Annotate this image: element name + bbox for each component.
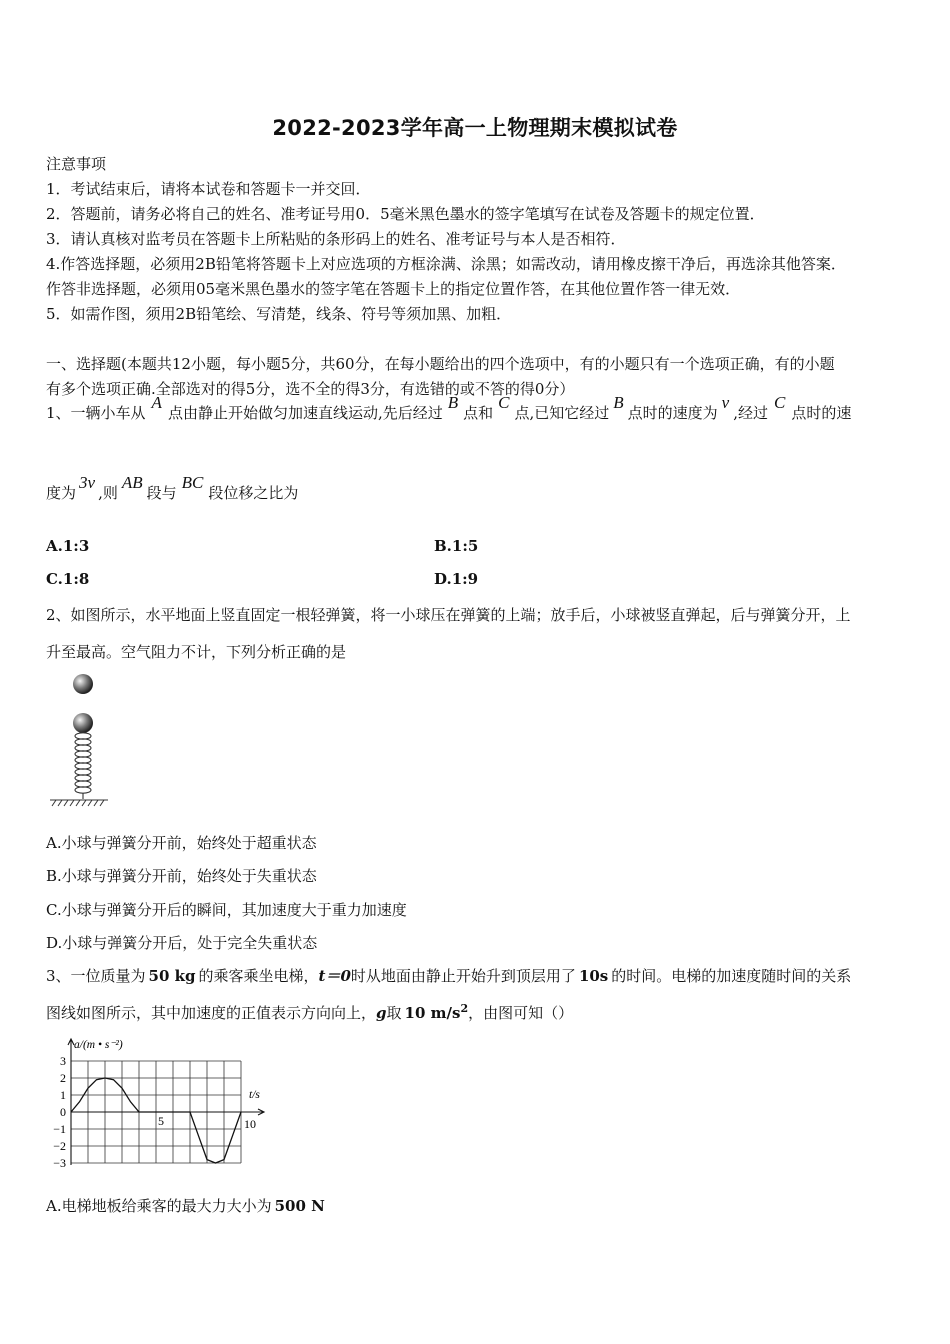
option-a: A.1:3 <box>46 537 90 555</box>
q2-option-d: D.小球与弹簧分开后，处于完全失重状态 <box>46 934 318 952</box>
spring-icon <box>75 733 91 799</box>
y-tick-label: −2 <box>53 1139 66 1153</box>
option-d: D.1:9 <box>434 570 479 588</box>
question-2-line-1: 2、如图所示，水平地面上竖直固定一根轻弹簧，将一小球压在弹簧的上端；放手后，小球被竖直弹起，后与弹簧分开，上 <box>46 606 851 624</box>
option-c: C.1:8 <box>46 570 90 588</box>
y-tick-label: −3 <box>53 1156 66 1170</box>
y-tick-label: 2 <box>60 1071 66 1085</box>
ball-on-spring-icon <box>73 713 93 733</box>
q3-option-a: A.电梯地板给乘客的最大力大小为 500 N <box>46 1197 325 1215</box>
notice-item: 2．答题前，请务必将自己的姓名、准考证号用0．5毫米黑色墨水的签字笔填写在试卷及答题卡的规定位置． <box>46 205 765 223</box>
q2-option-c: C.小球与弹簧分开后的瞬间，其加速度大于重力加速度 <box>46 901 407 919</box>
point-a: A <box>151 393 162 412</box>
y-tick-label: 1 <box>60 1088 66 1102</box>
acceleration-time-chart <box>44 1034 274 1174</box>
y-tick-labels <box>53 1054 66 1170</box>
section-heading-line: 有多个选项正确.全部选对的得5分，选不全的得3分，有选错的或不答的得0分） <box>46 380 575 398</box>
x-tick-label: 5 <box>158 1114 164 1128</box>
x-tick-label: 10 <box>244 1117 256 1131</box>
question-1-line-1: 1、一辆小车从A点由静止开始做匀加速直线运动,先后经过B点和C点,已知它经过B点时的速度为v,经过C点时的速 <box>46 393 852 422</box>
y-tick-label: 0 <box>60 1105 66 1119</box>
question-3-line-1: 3、一位质量为 50 kg 的乘客乘坐电梯，t＝0时从地面由静止开始升到顶层用了 10s 的时间。电梯的加速度随时间的关系 <box>46 967 852 985</box>
y-tick-label: −1 <box>53 1122 66 1136</box>
option-b: B.1:5 <box>434 537 479 555</box>
page-title: 2022-2023学年高一上物理期末模拟试卷 <box>272 116 678 140</box>
q2-option-a: A.小球与弹簧分开前，始终处于超重状态 <box>46 834 317 852</box>
notice-item: 4.作答选择题，必须用2B铅笔将答题卡上对应选项的方框涂满、涂黑；如需改动，请用橡皮擦干净后，再选涂其他答案． <box>46 255 846 273</box>
x-axis-label: t/s <box>249 1089 260 1101</box>
ground-icon <box>50 800 108 806</box>
notice-heading: 注意事项 <box>46 155 107 173</box>
ball-top-icon <box>73 674 93 694</box>
spring-ball-figure <box>44 670 114 810</box>
section-heading-line: 一、选择题(本题共12小题，每小题5分，共60分，在每小题给出的四个选项中，有的小题只有一个选项正确，有的小题 <box>46 355 835 373</box>
question-2-line-2: 升至最高。空气阻力不计，下列分析正确的是 <box>46 643 347 661</box>
question-3-line-2: 图线如图所示，其中加速度的正值表示方向向上，g取 10 $m/s^2$，由图可知（） <box>46 1002 574 1022</box>
y-axis-label: a/(m • s⁻²) <box>74 1039 123 1051</box>
q2-option-b: B.小球与弹簧分开前，始终处于失重状态 <box>46 867 317 885</box>
notice-item: 5．如需作图，须用2B铅笔绘、写清楚，线条、符号等须加黑、加粗． <box>46 305 512 323</box>
notice-item: 3．请认真核对监考员在答题卡上所粘贴的条形码上的姓名、准考证号与本人是否相符． <box>46 230 626 248</box>
y-tick-label: 3 <box>60 1054 66 1068</box>
question-1-line-2: 度为3v,则AB段与BC段位移之比为 <box>46 473 299 502</box>
notice-item: 1．考试结束后，请将本试卷和答题卡一并交回． <box>46 180 371 198</box>
notice-item: 作答非选择题，必须用05毫米黑色墨水的签字笔在答题卡上的指定位置作答，在其他位置作答一律无效． <box>46 280 741 298</box>
